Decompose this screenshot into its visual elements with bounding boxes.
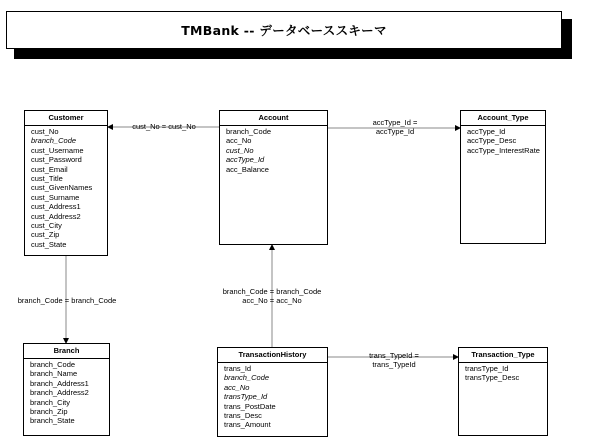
entity-field: branch_State (30, 416, 75, 426)
entity-field: cust_GivenNames (31, 183, 93, 193)
entity-field: trans_Id (224, 364, 252, 373)
entity-field: accType_Id (467, 127, 506, 136)
entity-field: accType_Desc (467, 136, 517, 146)
entity-transaction-type-fields (459, 363, 547, 383)
entity-field: cust_No (31, 127, 59, 136)
entity-field: trans_Desc (224, 411, 262, 421)
entity-field: accType_InterestRate (467, 145, 540, 155)
relation-label-customer-branch (8, 296, 126, 305)
entity-account-name: Account (220, 111, 327, 126)
entity-field: branch_Code (30, 360, 76, 369)
entity-field: cust_Surname (31, 192, 80, 202)
entity-field: acc_No (226, 136, 252, 146)
entity-transaction-history-fields (218, 363, 327, 430)
entity-customer-name: Customer (25, 111, 107, 126)
entity-field: cust_Password (31, 155, 82, 165)
entity-field: accType_Id (226, 155, 265, 165)
entity-field: cust_Username (31, 145, 84, 155)
relation-line: trans_TypeId (372, 360, 416, 369)
entity-field: acc_No (224, 382, 250, 392)
entity-account (219, 110, 328, 245)
entity-field: cust_State (31, 239, 67, 249)
relation-line: branch_Code = branch_Code (17, 296, 117, 305)
entity-field: branch_Code (226, 127, 272, 136)
entity-transaction-history-name: TransactionHistory (218, 348, 327, 363)
relation-line: acc_No = acc_No (242, 296, 302, 305)
entity-account-type (460, 110, 546, 244)
entity-field: transType_Id (224, 392, 268, 402)
entity-branch (23, 343, 110, 436)
relation-line: branch_Code = branch_Code (222, 287, 322, 296)
entity-customer-fields (25, 126, 107, 249)
entity-field: branch_Address2 (30, 388, 89, 398)
entity-branch-fields (24, 359, 109, 426)
relation-label-trans-transtype (350, 351, 438, 369)
entity-field: cust_No (226, 145, 254, 155)
entity-field: branch_Name (30, 369, 78, 379)
relation-label-account-acctype (350, 118, 440, 136)
relation-line: accType_Id (375, 127, 415, 136)
relation-line: trans_TypeId = (369, 351, 419, 360)
relation-line: cust_No = cust_No (132, 122, 196, 131)
entity-field: trans_PostDate (224, 401, 276, 411)
diagram-title: TMBank -- データベーススキーマ (6, 11, 562, 49)
entity-field: branch_Address1 (30, 378, 89, 388)
entity-account-fields (220, 126, 327, 174)
entity-account-type-fields (461, 126, 545, 155)
relation-label-trans-account (213, 287, 331, 305)
entity-field: branch_City (30, 397, 71, 407)
entity-field: trans_Amount (224, 420, 271, 430)
entity-field: cust_Zip (31, 230, 60, 240)
entity-field: cust_Address2 (31, 211, 81, 221)
entity-field: cust_City (31, 221, 62, 231)
entity-transaction-type-name: Transaction_Type (459, 348, 547, 363)
entity-transaction-history (217, 347, 328, 437)
entity-field: cust_Title (31, 174, 63, 184)
entity-field: cust_Address1 (31, 202, 81, 212)
entity-field: acc_Balance (226, 164, 269, 174)
entity-field: branch_Zip (30, 407, 68, 417)
entity-transaction-type (458, 347, 548, 436)
relation-line: accType_Id = (372, 118, 418, 127)
entity-field: branch_Code (31, 136, 77, 146)
relation-label-account-customer (124, 122, 204, 131)
entity-field: transType_Id (465, 364, 509, 373)
entity-field: branch_Code (224, 373, 270, 383)
entity-field: transType_Desc (465, 373, 520, 383)
entity-branch-name: Branch (24, 344, 109, 359)
entity-account-type-name: Account_Type (461, 111, 545, 126)
entity-customer (24, 110, 108, 256)
entity-field: cust_Email (31, 164, 68, 174)
